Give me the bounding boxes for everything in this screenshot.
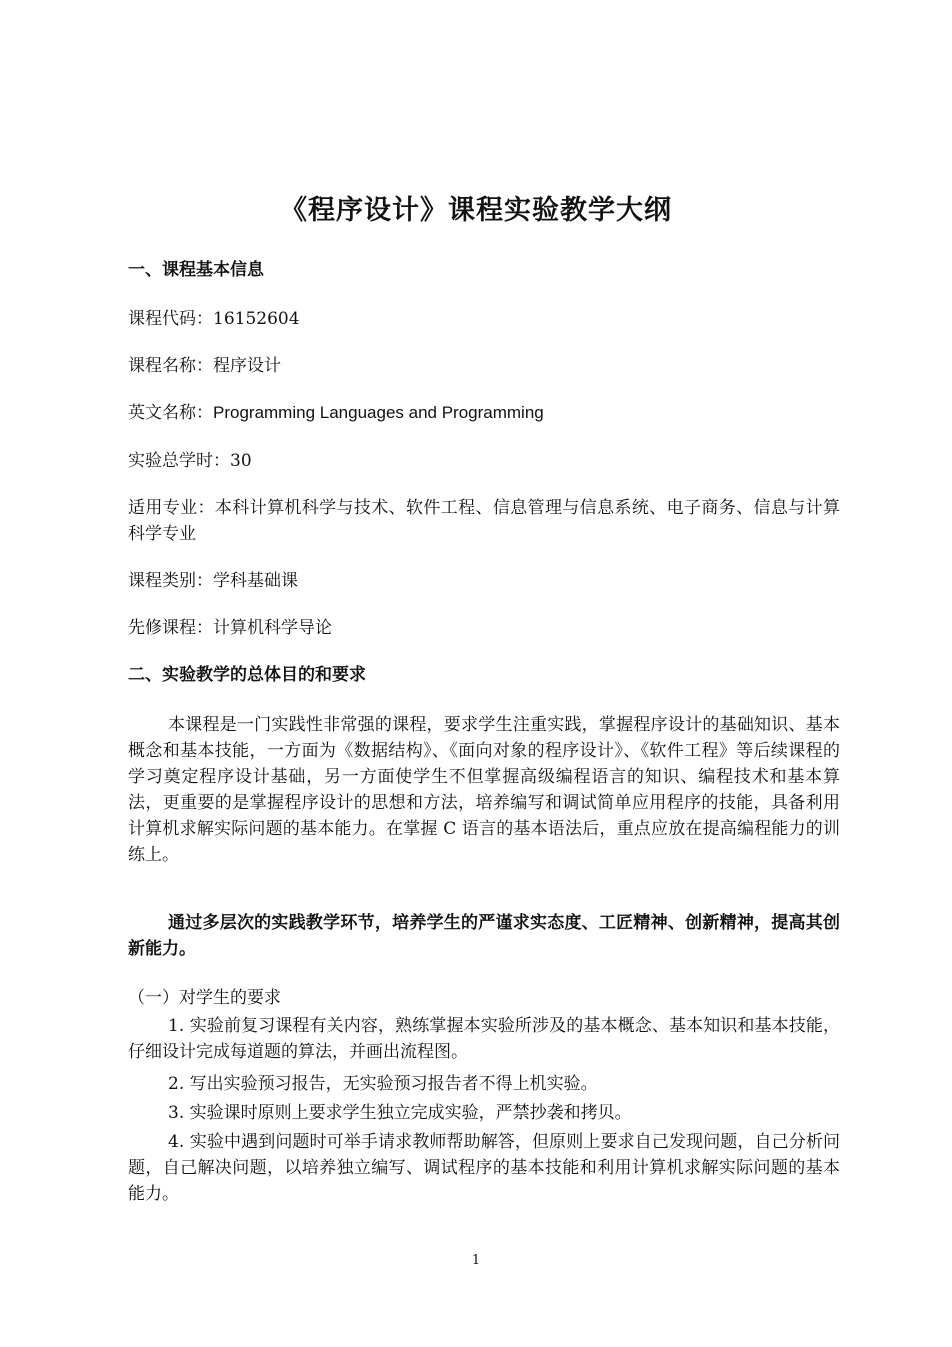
applicable-majors: 适用专业：本科计算机科学与技术、软件工程、信息管理与信息系统、电子商务、信息与计算科学专业 <box>128 498 840 544</box>
requirement-item-4: 4. 实验中遇到问题时可举手请求教师帮助解答，但原则上要求自己发现问题，自己分析问题，自己解决问题，以培养独立编写、调试程序的基本技能和利用计算机求解实际问题的基本能力。 <box>128 1132 840 1204</box>
total-hours: 实验总学时：30 <box>128 451 252 471</box>
requirement-item-3: 3. 实验课时原则上要求学生独立完成实验，严禁抄袭和拷贝。 <box>168 1103 632 1123</box>
section2-heading: 二、实验教学的总体目的和要求 <box>128 665 366 685</box>
course-category: 课程类别：学科基础课 <box>128 571 298 591</box>
page-number: 1 <box>471 1253 481 1268</box>
requirement-item-2: 2. 写出实验预习报告，无实验预习报告者不得上机实验。 <box>168 1074 598 1094</box>
course-code: 课程代码：16152604 <box>128 309 300 329</box>
prerequisite: 先修课程：计算机科学导论 <box>128 618 332 638</box>
english-name-value: Programming Languages and Programming <box>213 403 544 422</box>
emphasis-paragraph: 通过多层次的实践教学环节，培养学生的严谨求实态度、工匠精神、创新精神，提高其创新能力。 <box>128 913 840 959</box>
course-name: 课程名称：程序设计 <box>128 356 281 376</box>
objectives-paragraph: 本课程是一门实践性非常强的课程，要求学生注重实践，掌握程序设计的基础知识、基本概念和基本技能，一方面为《数据结构》、《面向对象的程序设计》、《软件工程》等后续课程的学习奠定程序设计基础，另一方面使学生不但掌握高级编程语言的知识、编程技术和基本算法，更重要的是掌握程序设计的思想和方法，培养编写和调试简单应用程序的技能，具备利用计算机求解实际问题的基本能力。在掌握 C 语言的基本语法后，重点应放在提高编程能力的训练上。 <box>128 715 840 865</box>
english-name-label: 英文名称： <box>128 403 213 423</box>
english-name <box>128 400 840 426</box>
document-title: 《程序设计》课程实验教学大纲 <box>280 195 672 226</box>
requirement-item-1: 1. 实验前复习课程有关内容，熟练掌握本实验所涉及的基本概念、基本知识和基本技能，仔细设计完成每道题的算法，并画出流程图。 <box>128 1016 840 1062</box>
student-requirements-heading: （一）对学生的要求 <box>128 988 281 1008</box>
section1-heading: 一、课程基本信息 <box>128 260 264 280</box>
